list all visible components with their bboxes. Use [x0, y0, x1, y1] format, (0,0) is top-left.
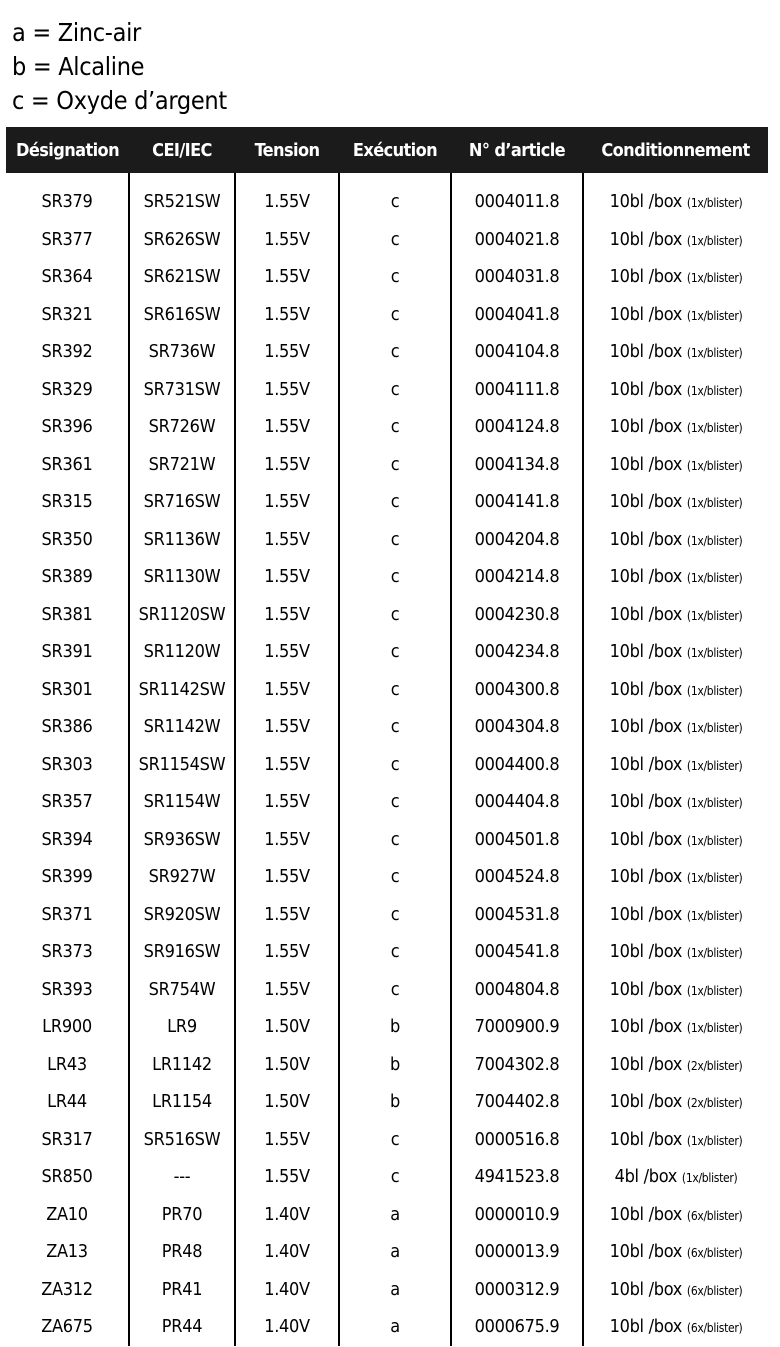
legend [12, 16, 227, 118]
table-row [6, 896, 768, 934]
conditionnement-cell [583, 858, 768, 896]
table-row [6, 708, 768, 746]
execution-cell: b [339, 1008, 451, 1046]
table-row [6, 408, 768, 446]
designation-cell: LR43 [6, 1046, 129, 1084]
pack-quantity: 10bl /box [609, 191, 683, 213]
article-number-cell: 4941523.8 [451, 1158, 583, 1196]
header-conditionnement: Conditionnement [601, 139, 750, 161]
designation-cell: SR321 [6, 296, 129, 334]
article-number-cell: 0004404.8 [451, 783, 583, 821]
execution-cell: c [339, 371, 451, 409]
execution-cell: c [339, 258, 451, 296]
conditionnement-cell [583, 333, 768, 371]
tension-cell: 1.55V [235, 596, 339, 634]
table-row [6, 333, 768, 371]
designation-cell: SR371 [6, 896, 129, 934]
article-number-cell: 7000900.9 [451, 1008, 583, 1046]
execution-cell: c [339, 708, 451, 746]
pack-quantity: 10bl /box [609, 716, 683, 738]
conditionnement-cell [583, 783, 768, 821]
table-row [6, 933, 768, 971]
tension-cell: 1.40V [235, 1271, 339, 1309]
designation-cell: SR850 [6, 1158, 129, 1196]
pack-quantity: 10bl /box [609, 828, 683, 850]
tension-cell: 1.55V [235, 708, 339, 746]
conditionnement-cell [583, 446, 768, 484]
article-number-cell: 0004531.8 [451, 896, 583, 934]
article-number-cell: 0004031.8 [451, 258, 583, 296]
conditionnement-cell [583, 933, 768, 971]
cei-iec-cell: LR9 [129, 1008, 235, 1046]
execution-cell: a [339, 1233, 451, 1271]
cei-iec-cell: SR920SW [129, 896, 235, 934]
cei-iec-cell: SR1130W [129, 558, 235, 596]
designation-cell: SR317 [6, 1121, 129, 1159]
article-number-cell: 0004111.8 [451, 371, 583, 409]
conditionnement-cell [583, 596, 768, 634]
article-number-cell: 0004524.8 [451, 858, 583, 896]
execution-cell: c [339, 483, 451, 521]
article-number-cell: 0004204.8 [451, 521, 583, 559]
cei-iec-cell: SR716SW [129, 483, 235, 521]
tension-cell: 1.55V [235, 483, 339, 521]
pack-blister: (1x/blister) [686, 946, 743, 961]
pack-quantity: 10bl /box [609, 1128, 683, 1150]
conditionnement-cell [583, 1008, 768, 1046]
tension-cell: 1.55V [235, 221, 339, 259]
table-body [6, 173, 768, 1346]
execution-cell: a [339, 1196, 451, 1234]
designation-cell: LR44 [6, 1083, 129, 1121]
pack-blister: (1x/blister) [686, 383, 743, 398]
cei-iec-cell: SR754W [129, 971, 235, 1009]
article-number-cell: 0004501.8 [451, 821, 583, 859]
table-row [6, 446, 768, 484]
table-row [6, 783, 768, 821]
pack-quantity: 10bl /box [609, 1203, 683, 1225]
pack-quantity: 10bl /box [609, 1316, 683, 1338]
table-row [6, 596, 768, 634]
table-row [6, 183, 768, 221]
tension-cell: 1.40V [235, 1233, 339, 1271]
tension-cell: 1.55V [235, 633, 339, 671]
tension-cell: 1.55V [235, 783, 339, 821]
execution-cell: c [339, 896, 451, 934]
conditionnement-cell [583, 183, 768, 221]
tension-cell: 1.55V [235, 671, 339, 709]
pack-quantity: 10bl /box [609, 528, 683, 550]
pack-blister: (1x/blister) [686, 646, 743, 661]
header-cei-iec: CEI/IEC [152, 139, 212, 161]
pack-blister: (1x/blister) [686, 271, 743, 286]
execution-cell: c [339, 558, 451, 596]
execution-cell: c [339, 971, 451, 1009]
designation-cell: SR357 [6, 783, 129, 821]
execution-cell: c [339, 521, 451, 559]
execution-cell: c [339, 783, 451, 821]
conditionnement-cell [583, 221, 768, 259]
cei-iec-cell: SR721W [129, 446, 235, 484]
tension-cell: 1.55V [235, 558, 339, 596]
pack-blister: (2x/blister) [686, 1058, 743, 1073]
conditionnement-cell [583, 1046, 768, 1084]
cei-iec-cell: PR48 [129, 1233, 235, 1271]
tension-cell: 1.50V [235, 1046, 339, 1084]
conditionnement-cell [583, 408, 768, 446]
legend-alcaline: b = Alcaline [12, 52, 145, 81]
table-row [6, 1046, 768, 1084]
designation-cell: ZA13 [6, 1233, 129, 1271]
table-row [6, 371, 768, 409]
pack-quantity: 10bl /box [609, 978, 683, 1000]
designation-cell: SR381 [6, 596, 129, 634]
legend-zinc-air: a = Zinc-air [12, 18, 141, 47]
pack-quantity: 10bl /box [609, 1241, 683, 1263]
table-row [6, 671, 768, 709]
conditionnement-cell [583, 896, 768, 934]
tension-cell: 1.55V [235, 933, 339, 971]
pack-quantity: 10bl /box [609, 941, 683, 963]
article-number-cell: 0000312.9 [451, 1271, 583, 1309]
execution-cell: c [339, 221, 451, 259]
designation-cell: SR394 [6, 821, 129, 859]
cei-iec-cell: LR1154 [129, 1083, 235, 1121]
cei-iec-cell: SR1120SW [129, 596, 235, 634]
cei-iec-cell: SR1154SW [129, 746, 235, 784]
designation-cell: ZA10 [6, 1196, 129, 1234]
conditionnement-cell [583, 821, 768, 859]
tension-cell: 1.50V [235, 1083, 339, 1121]
table-row [6, 483, 768, 521]
pack-blister: (1x/blister) [686, 496, 743, 511]
pack-blister: (1x/blister) [686, 983, 743, 998]
cei-iec-cell: SR1120W [129, 633, 235, 671]
table-row [6, 521, 768, 559]
designation-cell: ZA312 [6, 1271, 129, 1309]
conditionnement-cell [583, 296, 768, 334]
tension-cell: 1.55V [235, 1158, 339, 1196]
table-row [6, 1271, 768, 1309]
pack-quantity: 10bl /box [609, 1016, 683, 1038]
cei-iec-cell: SR726W [129, 408, 235, 446]
cei-iec-cell: SR1154W [129, 783, 235, 821]
pack-blister: (1x/blister) [686, 796, 743, 811]
pack-quantity: 10bl /box [609, 678, 683, 700]
execution-cell: c [339, 333, 451, 371]
execution-cell: b [339, 1083, 451, 1121]
pack-quantity: 10bl /box [609, 303, 683, 325]
designation-cell: SR364 [6, 258, 129, 296]
conditionnement-cell [583, 483, 768, 521]
table-row [6, 221, 768, 259]
article-number-cell: 0000675.9 [451, 1308, 583, 1346]
article-number-cell: 0004141.8 [451, 483, 583, 521]
pack-blister: (6x/blister) [686, 1246, 743, 1261]
designation-cell: SR391 [6, 633, 129, 671]
cei-iec-cell: SR1142W [129, 708, 235, 746]
execution-cell: b [339, 1046, 451, 1084]
cei-iec-cell: SR1142SW [129, 671, 235, 709]
pack-quantity: 10bl /box [609, 791, 683, 813]
article-number-cell: 0004214.8 [451, 558, 583, 596]
table-row [6, 1008, 768, 1046]
article-number-cell: 0004011.8 [451, 183, 583, 221]
cei-iec-cell: --- [129, 1158, 235, 1196]
conditionnement-cell [583, 1308, 768, 1346]
pack-quantity: 10bl /box [609, 453, 683, 475]
pack-quantity: 10bl /box [609, 1278, 683, 1300]
table-row [6, 1233, 768, 1271]
tension-cell: 1.55V [235, 446, 339, 484]
article-number-cell: 0004234.8 [451, 633, 583, 671]
tension-cell: 1.55V [235, 408, 339, 446]
cei-iec-cell: SR621SW [129, 258, 235, 296]
pack-blister: (1x/blister) [686, 908, 743, 923]
battery-table [6, 127, 768, 1346]
article-number-cell: 0004300.8 [451, 671, 583, 709]
tension-cell: 1.55V [235, 971, 339, 1009]
cei-iec-cell: SR736W [129, 333, 235, 371]
article-number-cell: 0004124.8 [451, 408, 583, 446]
conditionnement-cell [583, 558, 768, 596]
pack-quantity: 4bl /box [614, 1166, 678, 1188]
table-row [6, 1121, 768, 1159]
article-number-cell: 0004104.8 [451, 333, 583, 371]
pack-blister: (1x/blister) [686, 608, 743, 623]
designation-cell: SR393 [6, 971, 129, 1009]
conditionnement-cell [583, 521, 768, 559]
execution-cell: c [339, 746, 451, 784]
table-row [6, 746, 768, 784]
execution-cell: a [339, 1271, 451, 1309]
article-number-cell: 7004402.8 [451, 1083, 583, 1121]
designation-cell: LR900 [6, 1008, 129, 1046]
pack-quantity: 10bl /box [609, 903, 683, 925]
table-spacer [6, 173, 768, 183]
execution-cell: c [339, 408, 451, 446]
conditionnement-cell [583, 671, 768, 709]
execution-cell: c [339, 1121, 451, 1159]
designation-cell: SR303 [6, 746, 129, 784]
table-row [6, 633, 768, 671]
pack-blister: (1x/blister) [686, 533, 743, 548]
table-row [6, 1083, 768, 1121]
pack-blister: (1x/blister) [681, 1171, 738, 1186]
cei-iec-cell: PR70 [129, 1196, 235, 1234]
designation-cell: SR389 [6, 558, 129, 596]
pack-quantity: 10bl /box [609, 416, 683, 438]
designation-cell: SR315 [6, 483, 129, 521]
cei-iec-cell: PR41 [129, 1271, 235, 1309]
article-number-cell: 0004804.8 [451, 971, 583, 1009]
article-number-cell: 0004304.8 [451, 708, 583, 746]
designation-cell: SR377 [6, 221, 129, 259]
conditionnement-cell [583, 1158, 768, 1196]
article-number-cell: 0000516.8 [451, 1121, 583, 1159]
designation-cell: SR373 [6, 933, 129, 971]
designation-cell: SR361 [6, 446, 129, 484]
article-number-cell: 0004134.8 [451, 446, 583, 484]
pack-blister: (2x/blister) [686, 1096, 743, 1111]
pack-quantity: 10bl /box [609, 753, 683, 775]
tension-cell: 1.55V [235, 858, 339, 896]
execution-cell: c [339, 596, 451, 634]
tension-cell: 1.40V [235, 1308, 339, 1346]
pack-quantity: 10bl /box [609, 1091, 683, 1113]
header-row [6, 127, 768, 173]
designation-cell: SR350 [6, 521, 129, 559]
tension-cell: 1.55V [235, 821, 339, 859]
pack-quantity: 10bl /box [609, 266, 683, 288]
tension-cell: 1.55V [235, 296, 339, 334]
conditionnement-cell [583, 1083, 768, 1121]
cei-iec-cell: PR44 [129, 1308, 235, 1346]
designation-cell: SR392 [6, 333, 129, 371]
conditionnement-cell [583, 371, 768, 409]
designation-cell: SR399 [6, 858, 129, 896]
table-row [6, 858, 768, 896]
execution-cell: c [339, 446, 451, 484]
article-number-cell: 0004021.8 [451, 221, 583, 259]
execution-cell: a [339, 1308, 451, 1346]
article-number-cell: 0004400.8 [451, 746, 583, 784]
tension-cell: 1.55V [235, 258, 339, 296]
article-number-cell: 0000010.9 [451, 1196, 583, 1234]
pack-quantity: 10bl /box [609, 378, 683, 400]
pack-blister: (1x/blister) [686, 1021, 743, 1036]
pack-blister: (6x/blister) [686, 1208, 743, 1223]
tension-cell: 1.40V [235, 1196, 339, 1234]
pack-blister: (1x/blister) [686, 196, 743, 211]
tension-cell: 1.55V [235, 746, 339, 784]
conditionnement-cell [583, 1233, 768, 1271]
pack-blister: (1x/blister) [686, 1133, 743, 1148]
cei-iec-cell: SR1136W [129, 521, 235, 559]
pack-blister: (1x/blister) [686, 683, 743, 698]
pack-blister: (1x/blister) [686, 571, 743, 586]
tension-cell: 1.55V [235, 371, 339, 409]
pack-blister: (1x/blister) [686, 308, 743, 323]
conditionnement-cell [583, 1121, 768, 1159]
legend-oxyde-argent: c = Oxyde d’argent [12, 86, 227, 115]
execution-cell: c [339, 933, 451, 971]
article-number-cell: 0004230.8 [451, 596, 583, 634]
conditionnement-cell [583, 1196, 768, 1234]
table-row [6, 971, 768, 1009]
execution-cell: c [339, 633, 451, 671]
cei-iec-cell: SR731SW [129, 371, 235, 409]
table-header [6, 127, 768, 173]
cei-iec-cell: LR1142 [129, 1046, 235, 1084]
designation-cell: SR386 [6, 708, 129, 746]
tension-cell: 1.55V [235, 1121, 339, 1159]
conditionnement-cell [583, 258, 768, 296]
cei-iec-cell: SR616SW [129, 296, 235, 334]
pack-quantity: 10bl /box [609, 603, 683, 625]
cei-iec-cell: SR626SW [129, 221, 235, 259]
conditionnement-cell [583, 708, 768, 746]
article-number-cell: 0004541.8 [451, 933, 583, 971]
pack-blister: (1x/blister) [686, 758, 743, 773]
designation-cell: SR379 [6, 183, 129, 221]
table-row [6, 1308, 768, 1346]
cei-iec-cell: SR516SW [129, 1121, 235, 1159]
conditionnement-cell [583, 971, 768, 1009]
cei-iec-cell: SR936SW [129, 821, 235, 859]
article-number-cell: 0004041.8 [451, 296, 583, 334]
pack-blister: (1x/blister) [686, 233, 743, 248]
pack-blister: (6x/blister) [686, 1321, 743, 1336]
conditionnement-cell [583, 633, 768, 671]
designation-cell: ZA675 [6, 1308, 129, 1346]
pack-quantity: 10bl /box [609, 641, 683, 663]
article-number-cell: 0000013.9 [451, 1233, 583, 1271]
conditionnement-cell [583, 1271, 768, 1309]
tension-cell: 1.55V [235, 183, 339, 221]
execution-cell: c [339, 671, 451, 709]
table-row [6, 1196, 768, 1234]
execution-cell: c [339, 1158, 451, 1196]
designation-cell: SR329 [6, 371, 129, 409]
pack-quantity: 10bl /box [609, 566, 683, 588]
tension-cell: 1.50V [235, 1008, 339, 1046]
pack-quantity: 10bl /box [609, 1053, 683, 1075]
header-execution: Exécution [352, 139, 438, 161]
pack-quantity: 10bl /box [609, 341, 683, 363]
header-tension: Tension [254, 139, 320, 161]
cei-iec-cell: SR916SW [129, 933, 235, 971]
table-row [6, 296, 768, 334]
header-designation: Désignation [15, 139, 120, 161]
tension-cell: 1.55V [235, 333, 339, 371]
table-row [6, 258, 768, 296]
table-row [6, 1158, 768, 1196]
pack-blister: (1x/blister) [686, 346, 743, 361]
table-row [6, 821, 768, 859]
conditionnement-cell [583, 746, 768, 784]
article-number-cell: 7004302.8 [451, 1046, 583, 1084]
designation-cell: SR301 [6, 671, 129, 709]
pack-blister: (1x/blister) [686, 833, 743, 848]
pack-quantity: 10bl /box [609, 866, 683, 888]
execution-cell: c [339, 296, 451, 334]
designation-cell: SR396 [6, 408, 129, 446]
pack-blister: (6x/blister) [686, 1283, 743, 1298]
tension-cell: 1.55V [235, 896, 339, 934]
pack-blister: (1x/blister) [686, 871, 743, 886]
execution-cell: c [339, 183, 451, 221]
execution-cell: c [339, 858, 451, 896]
table-row [6, 558, 768, 596]
cei-iec-cell: SR927W [129, 858, 235, 896]
tension-cell: 1.55V [235, 521, 339, 559]
pack-quantity: 10bl /box [609, 491, 683, 513]
pack-blister: (1x/blister) [686, 421, 743, 436]
header-article-number: N° d’article [468, 139, 566, 161]
pack-blister: (1x/blister) [686, 458, 743, 473]
pack-blister: (1x/blister) [686, 721, 743, 736]
execution-cell: c [339, 821, 451, 859]
cei-iec-cell: SR521SW [129, 183, 235, 221]
pack-quantity: 10bl /box [609, 228, 683, 250]
